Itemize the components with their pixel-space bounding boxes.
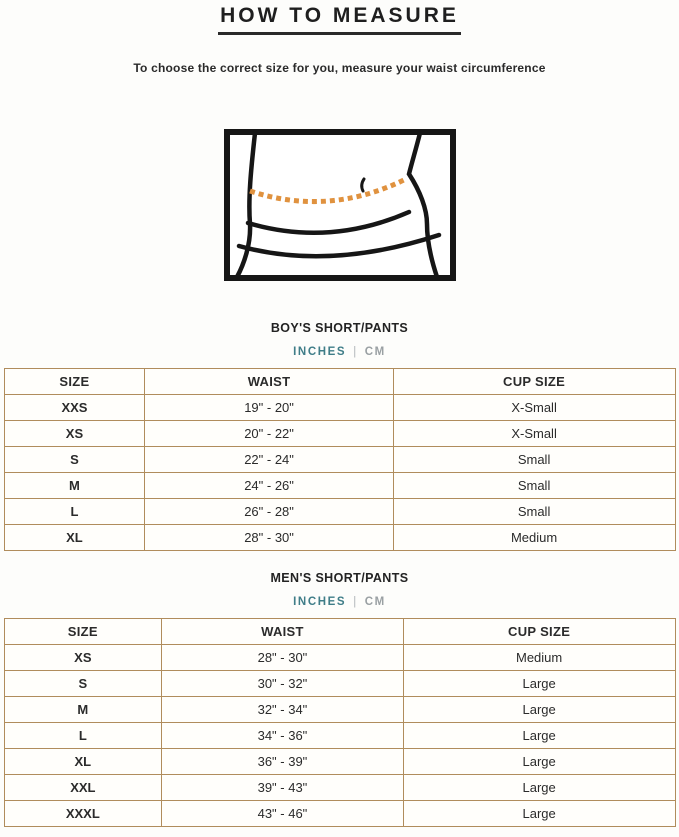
table-row (4, 697, 675, 723)
cupsize-cell: Large (403, 801, 675, 827)
col-header-cupsize: CUP SIZE (393, 369, 675, 395)
table-header-row (4, 619, 675, 645)
table-row (4, 801, 675, 827)
cupsize-cell: Small (393, 473, 675, 499)
waist-cell: 20" - 22" (145, 421, 393, 447)
cupsize-cell: Large (403, 697, 675, 723)
table-row (4, 723, 675, 749)
table-row (4, 525, 675, 551)
boys-size-table (4, 368, 676, 551)
cupsize-cell: Large (403, 723, 675, 749)
size-cell: M (4, 697, 162, 723)
units-separator: | (353, 346, 358, 358)
col-header-waist: WAIST (145, 369, 393, 395)
cupsize-cell: X-Small (393, 395, 675, 421)
boys-units-toggle (0, 346, 679, 358)
table-row (4, 499, 675, 525)
page-subtitle: To choose the correct size for you, measure your waist circumference (133, 61, 546, 75)
size-section-boys (0, 321, 679, 551)
size-cell: S (4, 671, 162, 697)
col-header-size: SIZE (4, 619, 162, 645)
table-row (4, 421, 675, 447)
table-row (4, 645, 675, 671)
title-wrap (0, 4, 679, 35)
waist-cell: 30" - 32" (162, 671, 404, 697)
size-cell: XXXL (4, 801, 162, 827)
table-row (4, 473, 675, 499)
mens-units-cm-button[interactable]: CM (364, 596, 386, 608)
size-cell: XL (4, 749, 162, 775)
waist-cell: 28" - 30" (162, 645, 404, 671)
waist-cell: 26" - 28" (145, 499, 393, 525)
size-cell: M (4, 473, 145, 499)
mens-units-inches-button[interactable]: INCHES (293, 596, 347, 608)
cupsize-cell: Small (393, 447, 675, 473)
waist-cell: 19" - 20" (145, 395, 393, 421)
boys-section-heading: BOY'S SHORT/PANTS (270, 321, 409, 335)
boys-units-inches-button[interactable]: INCHES (293, 346, 347, 358)
size-cell: L (4, 499, 145, 525)
col-header-size: SIZE (4, 369, 145, 395)
table-row (4, 671, 675, 697)
cupsize-cell: Small (393, 499, 675, 525)
cupsize-cell: Large (403, 671, 675, 697)
waist-cell: 28" - 30" (145, 525, 393, 551)
cupsize-cell: Large (403, 775, 675, 801)
size-cell: XS (4, 645, 162, 671)
cupsize-cell: Medium (393, 525, 675, 551)
waist-cell: 24" - 26" (145, 473, 393, 499)
table-row (4, 447, 675, 473)
waist-cell: 22" - 24" (145, 447, 393, 473)
size-cell: XXS (4, 395, 145, 421)
mens-section-heading: MEN'S SHORT/PANTS (270, 571, 409, 585)
table-row (4, 749, 675, 775)
cupsize-cell: X-Small (393, 421, 675, 447)
waist-cell: 32" - 34" (162, 697, 404, 723)
waist-measurement-illustration-icon (224, 129, 456, 281)
size-section-mens (0, 571, 679, 827)
size-cell: XS (4, 421, 145, 447)
table-row (4, 775, 675, 801)
units-separator: | (353, 596, 358, 608)
col-header-cupsize: CUP SIZE (403, 619, 675, 645)
mens-units-toggle (0, 596, 679, 608)
waist-cell: 36" - 39" (162, 749, 404, 775)
waist-cell: 34" - 36" (162, 723, 404, 749)
boys-units-cm-button[interactable]: CM (364, 346, 386, 358)
col-header-waist: WAIST (162, 619, 404, 645)
size-cell: XL (4, 525, 145, 551)
waist-measurement-figure (224, 129, 456, 281)
cupsize-cell: Large (403, 749, 675, 775)
cupsize-cell: Medium (403, 645, 675, 671)
mens-size-table (4, 618, 676, 827)
waist-cell: 39" - 43" (162, 775, 404, 801)
page-title: HOW TO MEASURE (218, 4, 461, 35)
size-cell: XXL (4, 775, 162, 801)
waist-cell: 43" - 46" (162, 801, 404, 827)
table-header-row (4, 369, 675, 395)
table-row (4, 395, 675, 421)
size-cell: L (4, 723, 162, 749)
size-cell: S (4, 447, 145, 473)
